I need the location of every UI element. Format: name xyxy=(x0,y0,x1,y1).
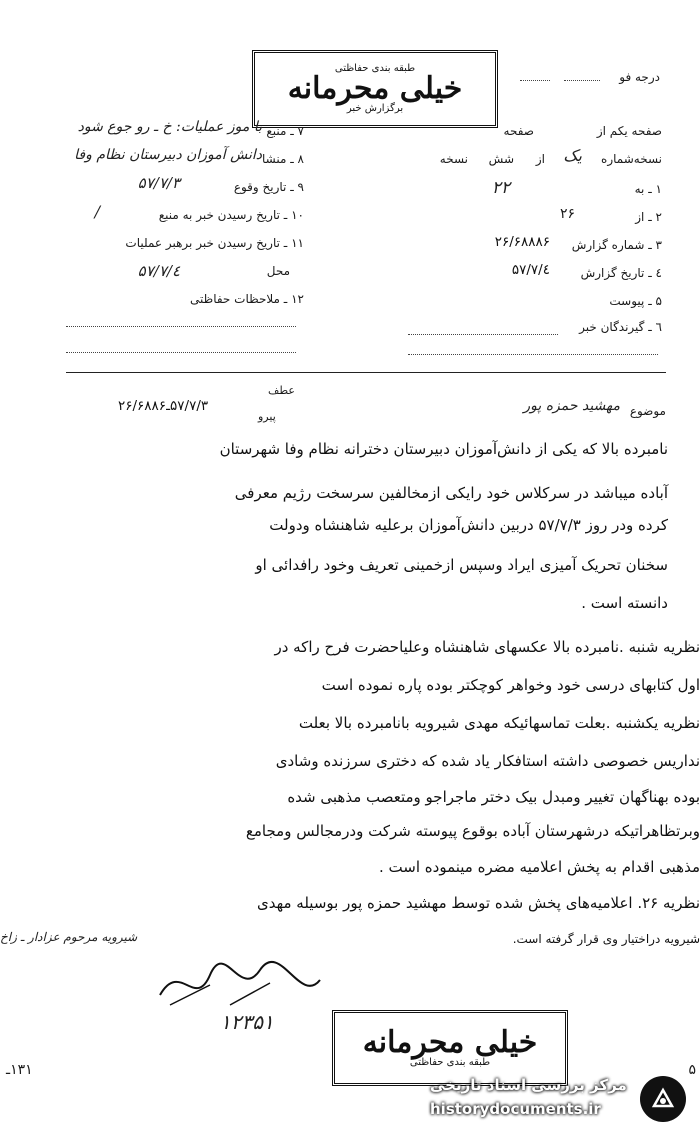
page-number-left: ۱۳۱ـ xyxy=(6,1062,33,1078)
row4-label: ٤ ـ تاریخ گزارش xyxy=(580,266,662,280)
row6-dots-2 xyxy=(408,354,658,355)
signature-scribble xyxy=(150,955,330,1015)
stamp-bottom-title: خیلی محرمانه xyxy=(362,1025,538,1060)
row2-value: ۲۶ xyxy=(559,206,575,222)
subject-label: موضوع xyxy=(629,404,666,418)
row9-label: ۹ ـ تاریخ وقوع xyxy=(233,180,304,194)
opinion-line-2: اول کتابهای درسی خود وخواهر کوچکتر بوده پاره نموده است xyxy=(321,676,700,694)
stamp-subtitle: برگزارش خبر xyxy=(346,103,404,114)
copy-total: شش xyxy=(488,152,514,166)
opinion-line-6: وبرتظاهراتیکه درشهرستان آباده بوقوع پیوسته شرکت ودرمجالس ومجامع xyxy=(245,822,700,840)
subject-value: مهشید حمزه پور xyxy=(523,398,620,414)
copy-label: نسخه‌شماره xyxy=(601,152,662,166)
row12-dots xyxy=(66,326,296,327)
ref-value: ۵۷/۷/۳ـ۲۶/۶۸۸۶ xyxy=(118,398,209,414)
page-label: صفحه یکم از xyxy=(596,124,662,138)
body-line-2: آباده میباشد در سرکلاس خود رایکی ازمخالفین سرسخت رژیم معرفی xyxy=(234,484,668,502)
row12-dots-2 xyxy=(66,352,296,353)
row6-label: ٦ ـ گیرندگان خبر xyxy=(579,320,662,334)
opinion-line-3: نظریه یکشنبه .بعلت تماسهائیکه مهدی شیرویه بانامبرده بالا بعلت xyxy=(298,714,700,732)
row6-dots xyxy=(408,334,558,335)
row10-label: ۱۰ ـ تاریخ رسیدن خبر به منبع xyxy=(158,208,304,222)
copy-of: از xyxy=(535,152,545,166)
opinion-line-1: نظریه شنبه .نامبرده بالا عکسهای شاهنشاه وعلیاحضرت فرح راکه در xyxy=(274,638,700,656)
row11-label: ۱۱ ـ تاریخ رسیدن خبر برهبر عملیات xyxy=(125,236,304,250)
row8-label: ۸ ـ منشا xyxy=(261,152,304,166)
row11-place: محل xyxy=(266,264,290,278)
page-number-right: ۵ xyxy=(688,1062,696,1078)
row2-label: ۲ ـ از xyxy=(635,210,662,224)
watermark-text-en: historydocuments.ir xyxy=(430,1100,601,1118)
opinion-line-8: نظریه ۲۶. اعلامیه‌های پخش شده توسط مهشید حمزه پور بوسیله مهدی xyxy=(256,894,700,912)
ref-bottom-label: پیرو xyxy=(258,410,276,423)
row8-value: دانش آموزان دبیرستان نظام وفا xyxy=(74,147,262,163)
opinion-line-9: شیرویه دراختیار وی قرار گرفته است. xyxy=(512,932,700,946)
footer-hand-number: ۱۲۳۵۱ xyxy=(220,1010,274,1034)
row12-label: ۱۲ ـ ملاحظات حفاظتی xyxy=(190,292,304,306)
grade-dots xyxy=(564,80,600,81)
grade-dots-2 xyxy=(520,80,550,81)
row9-value: ۵۷/۷/۳ xyxy=(137,174,180,192)
form-separator xyxy=(66,372,666,373)
page-of: صفحه xyxy=(503,124,534,138)
opinion-line-5: بوده بهناگهان تغییر ومبدل بیک دختر ماجراجو ومتعصب مذهبی شده xyxy=(287,788,700,806)
ref-top-label: عطف xyxy=(268,384,295,397)
body-line-1: نامبرده بالا که یکی از دانش‌آموزان دبیرستان دخترانه نظام وفا شهرستان xyxy=(219,440,668,458)
classification-stamp-bottom xyxy=(332,1010,568,1086)
stamp-classification-label: طبقه بندی حفاظتی xyxy=(334,63,416,74)
row10-value: / xyxy=(94,202,100,221)
row1-label: ۱ ـ به xyxy=(634,182,662,196)
opinion-line-7: مذهبی اقدام به پخش اعلامیه مضره مینموده است . xyxy=(379,858,700,876)
grade-label: درجه فو xyxy=(619,70,660,84)
stamp-title: خیلی محرمانه xyxy=(287,71,463,106)
body-line-4: سخنان تحریک آمیزی ایراد وسپس ازخمینی تعریف وخود رافدائی او xyxy=(255,556,668,574)
row3-value: ۲۶/۶۸۸۸۶ xyxy=(494,234,550,250)
row5-label: ۵ ـ پیوست xyxy=(609,294,662,308)
body-line-5: دانسته است . xyxy=(581,594,668,612)
watermark-logo-icon xyxy=(640,1076,686,1122)
row1-value: ۲۲ xyxy=(491,178,510,198)
copy-value: یک xyxy=(563,146,582,165)
opinion-line-4: نداریس خصوصی داشته استافکار یاد شده که دختری سرزنده وشادی xyxy=(275,752,700,770)
row3-label: ۳ ـ شماره گزارش xyxy=(571,238,662,252)
footer-hand-note: شیرویه مرحوم عزادار ـ زاخ xyxy=(0,930,138,944)
copy-unit: نسخه xyxy=(439,152,468,166)
row7-value: با موز عملیات: خ ـ رو جوع شود xyxy=(77,119,262,135)
row11-value: ۵۷/۷/٤ xyxy=(137,262,180,280)
row7-label: ۷ ـ منبع xyxy=(266,124,304,138)
body-line-3: کرده ودر روز ۵۷/۷/۳ دربین دانش‌آموزان برعلیه شاهنشاه ودولت xyxy=(269,516,668,534)
watermark-text-fa: مرکز بررسی اسناد تاریخی xyxy=(430,1076,627,1094)
stamp-bottom-classification: طبقه بندی حفاظتی xyxy=(409,1057,491,1068)
row4-value: ۵۷/۷/٤ xyxy=(511,262,550,278)
classification-stamp-top xyxy=(252,50,498,128)
